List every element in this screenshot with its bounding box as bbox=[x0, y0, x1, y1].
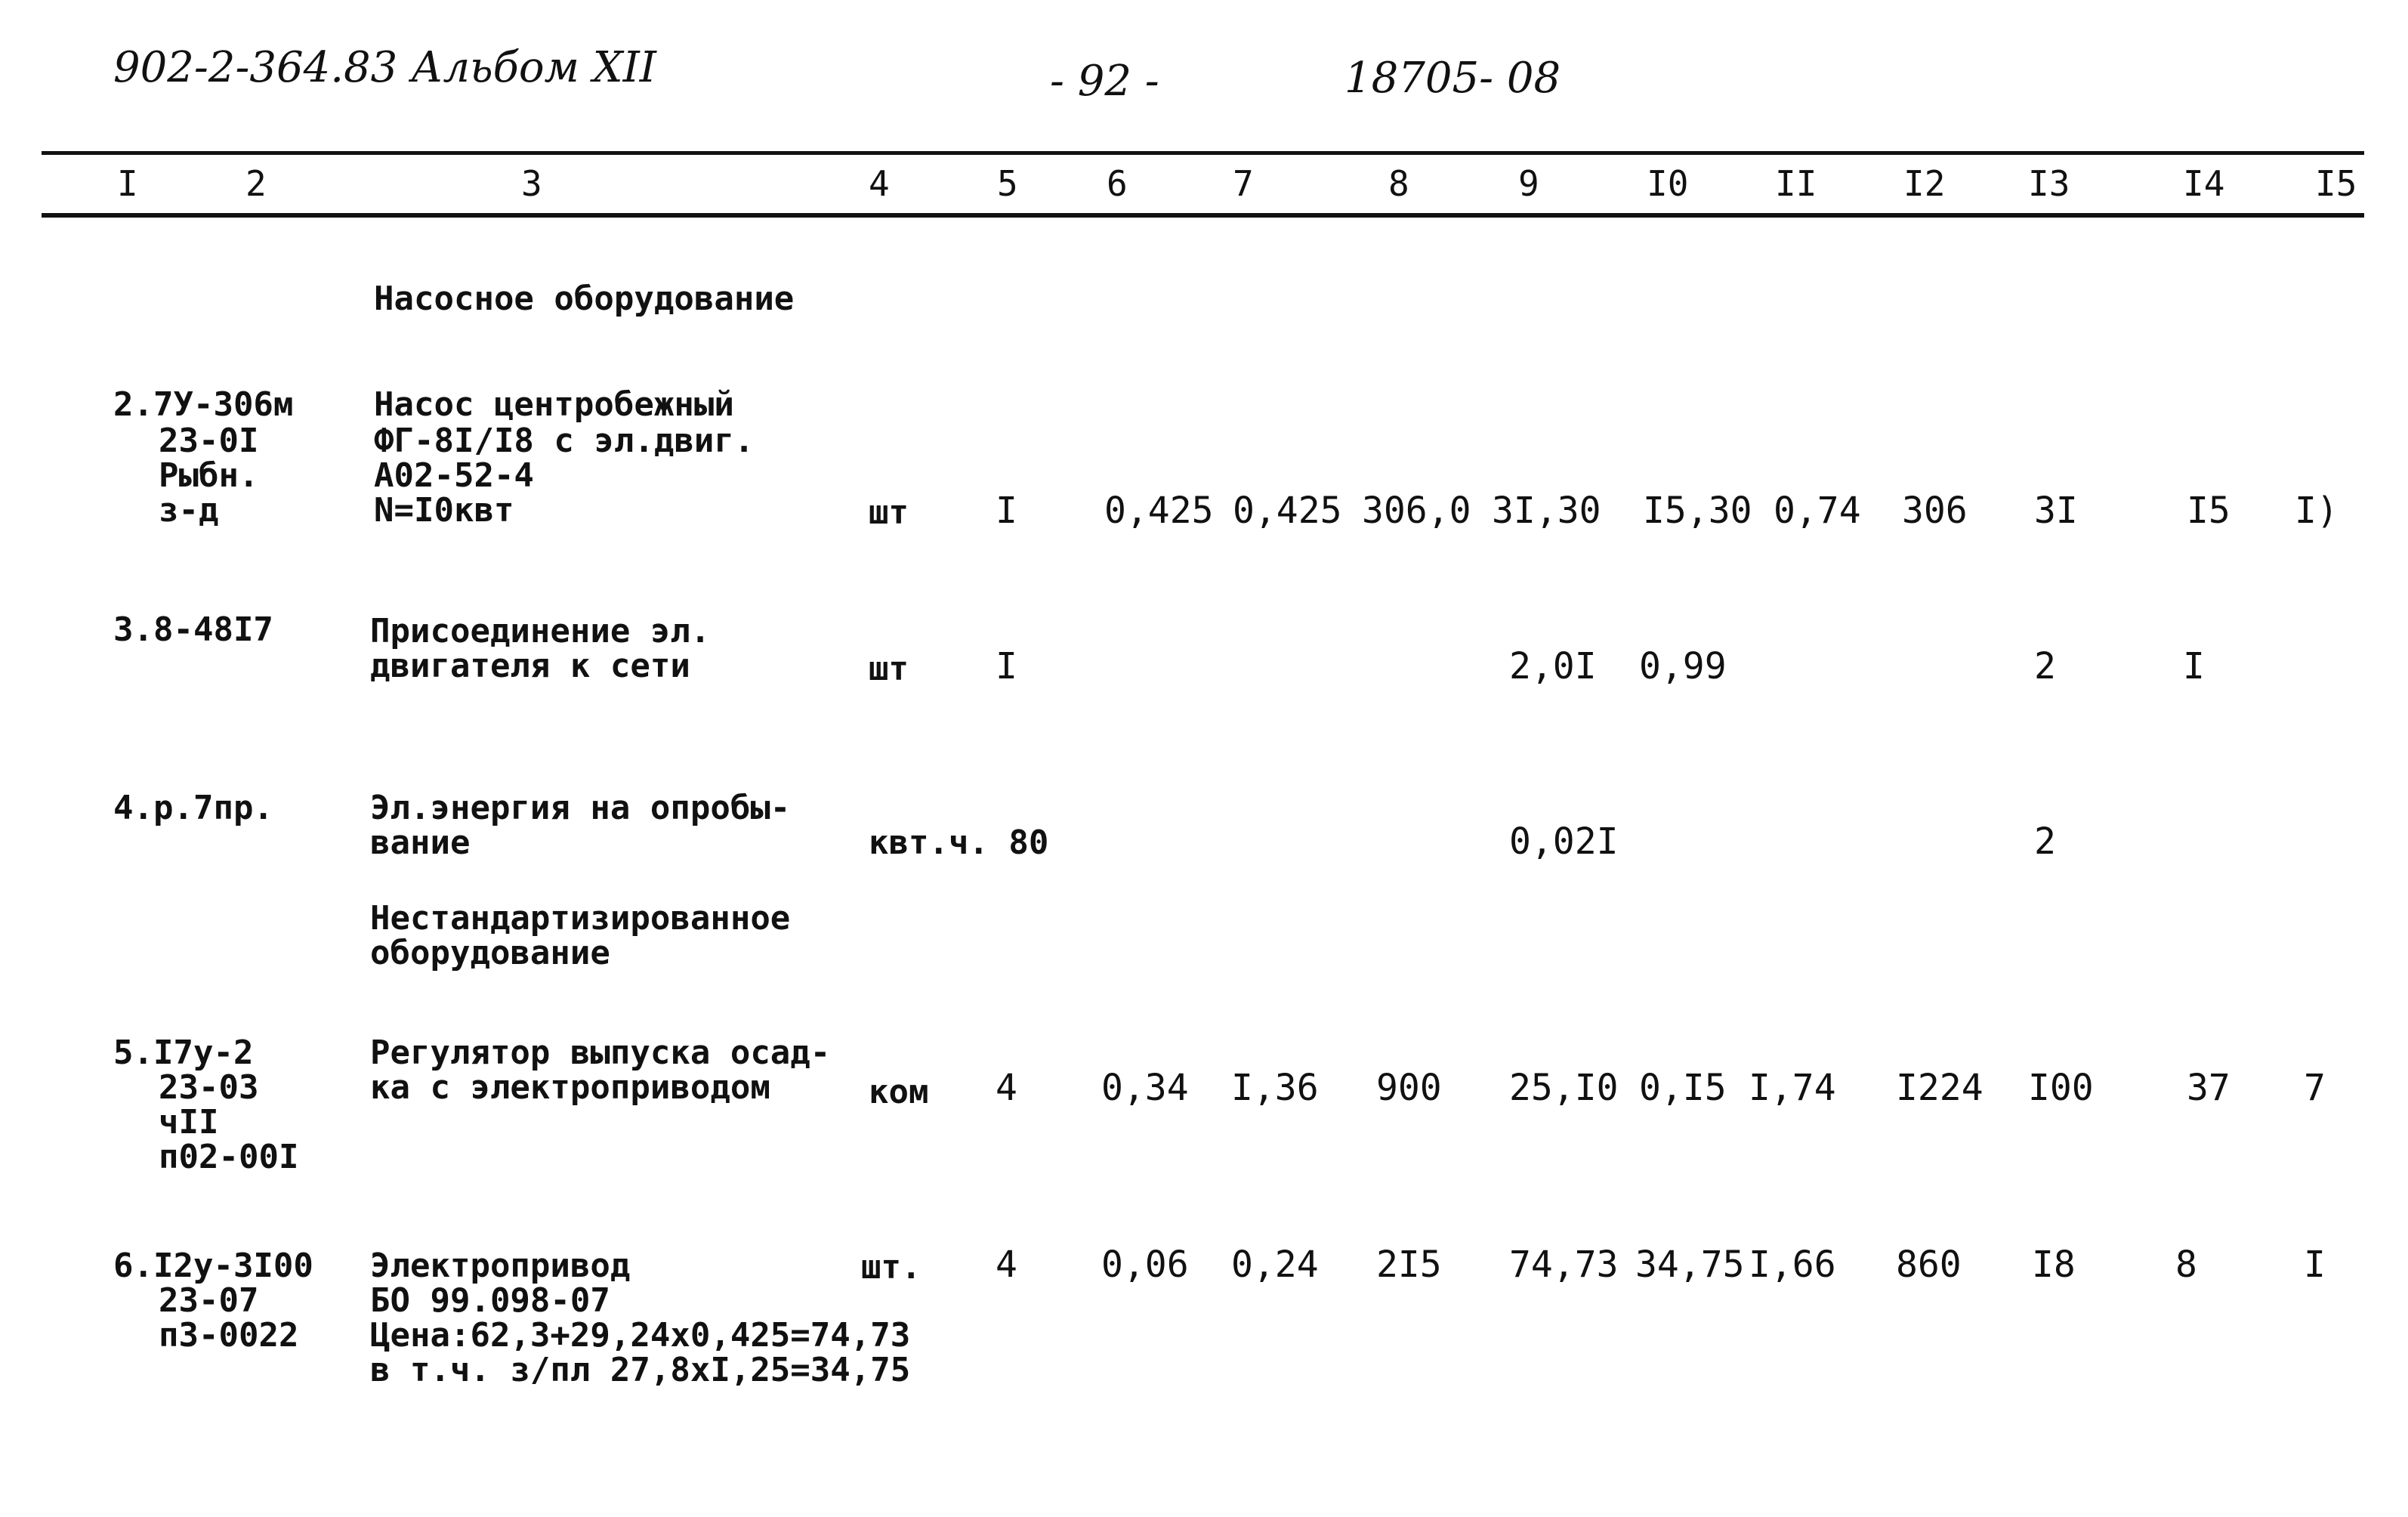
cell-10: 0,99 bbox=[1639, 645, 1727, 687]
desc-line: Цена:62,3+29,24х0,425=74,73 bbox=[370, 1316, 911, 1355]
section-heading: Нестандартизированное bbox=[370, 899, 791, 938]
ref-line: 3.8-48I7 bbox=[113, 610, 273, 649]
unit: шт bbox=[869, 650, 909, 688]
unit: шт. bbox=[861, 1248, 922, 1287]
col-13: I3 bbox=[2028, 163, 2070, 204]
cell-8: 306,0 bbox=[1362, 490, 1471, 532]
cell-7: I,36 bbox=[1231, 1067, 1319, 1109]
ref-line: 23-07 bbox=[159, 1281, 259, 1320]
cell-10: 0,I5 bbox=[1639, 1067, 1727, 1109]
ref-line: 6.I2у-3I00 bbox=[113, 1247, 313, 1285]
desc-line: А02-52-4 bbox=[374, 456, 534, 495]
qty: 4 bbox=[996, 1067, 1017, 1109]
ref-line: Рыбн. bbox=[159, 456, 259, 495]
qty: 4 bbox=[996, 1244, 1017, 1286]
document-code: 902-2-364.83 Альбом XII bbox=[113, 43, 656, 92]
col-7: 7 bbox=[1233, 163, 1254, 204]
col-6: 6 bbox=[1107, 163, 1128, 204]
cell-14: 8 bbox=[2175, 1244, 2197, 1286]
ref-line: 5.I7у-2 bbox=[113, 1033, 254, 1072]
cell-8: 2I5 bbox=[1376, 1244, 1442, 1286]
desc-line: Электропривод bbox=[370, 1247, 631, 1285]
sheet-code: 18705- 08 bbox=[1344, 54, 1561, 103]
cell-9: 0,02I bbox=[1509, 820, 1619, 863]
ref-line: чII bbox=[159, 1103, 219, 1142]
ref-line: п3-0022 bbox=[159, 1316, 299, 1355]
qty: I bbox=[996, 645, 1017, 687]
desc-line: Эл.энергия на опробы- bbox=[370, 789, 791, 827]
section-heading: оборудование bbox=[370, 934, 610, 972]
desc-line: Регулятор выпуска осад- bbox=[370, 1033, 831, 1072]
cell-10: 34,75 bbox=[1635, 1244, 1745, 1286]
desc-line: ка с электроприводом bbox=[370, 1068, 770, 1107]
cell-10: I5,30 bbox=[1643, 490, 1752, 532]
col-12: I2 bbox=[1903, 163, 1946, 204]
col-14: I4 bbox=[2183, 163, 2225, 204]
desc-line: Присоединение эл. bbox=[370, 612, 711, 650]
cell-11: I,74 bbox=[1749, 1067, 1836, 1109]
cell-13: I00 bbox=[2028, 1067, 2094, 1109]
top-rule bbox=[42, 151, 2364, 155]
col-8: 8 bbox=[1388, 163, 1409, 204]
cell-7: 0,24 bbox=[1231, 1244, 1319, 1286]
cell-9: 25,I0 bbox=[1509, 1067, 1619, 1109]
ref-line: 2.7У-306м bbox=[113, 385, 294, 424]
section-heading: Насосное оборудование bbox=[374, 280, 795, 318]
desc-line: двигателя к сети bbox=[370, 647, 690, 685]
col-1: I bbox=[117, 163, 138, 204]
cell-13: I8 bbox=[2032, 1244, 2076, 1286]
col-5: 5 bbox=[997, 163, 1018, 204]
desc-line: Насос центробежный bbox=[374, 385, 734, 424]
cell-6: 0,34 bbox=[1101, 1067, 1189, 1109]
cell-6: 0,06 bbox=[1101, 1244, 1189, 1286]
col-11: II bbox=[1775, 163, 1817, 204]
header-bottom-rule bbox=[42, 213, 2364, 218]
ref-line: 23-03 bbox=[159, 1068, 259, 1107]
cell-12: I224 bbox=[1896, 1067, 1984, 1109]
qty: I bbox=[996, 490, 1017, 532]
cell-9: 74,73 bbox=[1509, 1244, 1619, 1286]
unit: ком bbox=[869, 1073, 929, 1111]
cell-7: 0,425 bbox=[1233, 490, 1342, 532]
ref-line: 4.р.7пр. bbox=[113, 789, 273, 827]
desc-line: ФГ-8I/I8 с эл.двиг. bbox=[374, 422, 755, 460]
col-2: 2 bbox=[245, 163, 267, 204]
col-9: 9 bbox=[1518, 163, 1539, 204]
col-3: 3 bbox=[521, 163, 542, 204]
desc-line: вание bbox=[370, 823, 471, 862]
page-number: - 92 - bbox=[1050, 57, 1159, 106]
desc-line: в т.ч. з/пл 27,8хI,25=34,75 bbox=[370, 1351, 911, 1389]
cell-12: 860 bbox=[1896, 1244, 1962, 1286]
col-10: I0 bbox=[1647, 163, 1689, 204]
cell-14: 37 bbox=[2187, 1067, 2230, 1109]
unit-qty: квт.ч. 80 bbox=[869, 823, 1049, 862]
cell-15: 7 bbox=[2304, 1067, 2326, 1109]
cell-13: 2 bbox=[2034, 645, 2056, 687]
cell-13: 3I bbox=[2034, 490, 2078, 532]
cell-11: I,66 bbox=[1749, 1244, 1836, 1286]
cell-8: 900 bbox=[1376, 1067, 1442, 1109]
ref-line: п02-00I bbox=[159, 1138, 299, 1176]
desc-line: БО 99.098-07 bbox=[370, 1281, 610, 1320]
cell-11: 0,74 bbox=[1774, 490, 1861, 532]
desc-line: N=I0квт bbox=[374, 491, 514, 530]
ref-line: 23-0I bbox=[159, 422, 259, 460]
cell-15: I) bbox=[2295, 490, 2339, 532]
cell-9: 2,0I bbox=[1509, 645, 1597, 687]
cell-12: 306 bbox=[1902, 490, 1968, 532]
ref-line: з-д bbox=[159, 491, 219, 530]
cell-14: I5 bbox=[2187, 490, 2230, 532]
unit: шт bbox=[869, 493, 909, 532]
cell-9: 3I,30 bbox=[1492, 490, 1601, 532]
col-15: I5 bbox=[2315, 163, 2357, 204]
cell-13: 2 bbox=[2034, 820, 2056, 863]
cell-14: I bbox=[2183, 645, 2205, 687]
cell-15: I bbox=[2304, 1244, 2326, 1286]
cell-6: 0,425 bbox=[1104, 490, 1214, 532]
col-4: 4 bbox=[869, 163, 890, 204]
